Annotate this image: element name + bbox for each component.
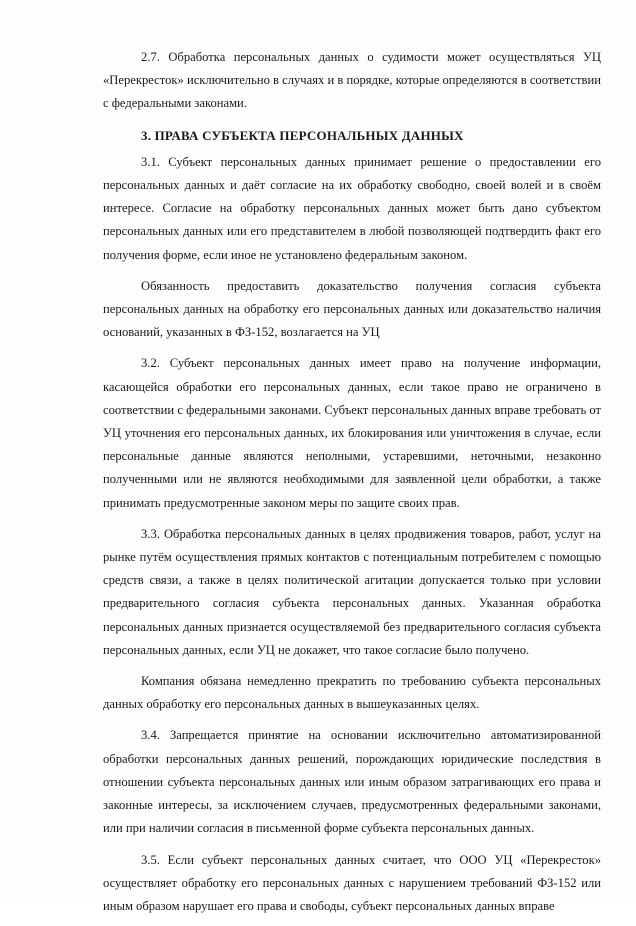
- paragraph-2-7: 2.7. Обработка персональных данных о судимости может осуществляться УЦ «Перекресток» исключительно в случаях и в порядке, которые определяются в соответствии с федеральными законами.: [103, 50, 601, 111]
- paragraph-3-4: 3.4. Запрещается принятие на основании исключительно автоматизированной обработки персональных данных решений, порождающих юридические последствия в отношении субъекта персональных данных или иным образом затрагивающих его права и законные интересы, за исключением случаев, предусмотренных федеральными законами, или при наличии согласия в письменной форме субъекта персональных данных.: [103, 728, 601, 836]
- document-body: [103, 46, 601, 926]
- paragraph-3-3: 3.3. Обработка персональных данных в целях продвижения товаров, работ, услуг на рынке путём осуществления прямых контактов с потенциальным потребителем с помощью средств связи, а также в целях политической агитации допускается только при условии предварительного согласия субъекта персональных данных. Указанная обработка персональных данных признается осуществляемой без предварительного согласия субъекта персональных данных, если УЦ не докажет, что такое согласие было получено.: [103, 526, 601, 657]
- paragraph-3-5: 3.5. Если субъект персональных данных считает, что ООО УЦ «Перекресток» осуществляет обработку его персональных данных с нарушением требований ФЗ-152 или иным образом нарушает его права и свободы, субъект персональных данных вправе: [103, 852, 601, 913]
- paragraph-3-1: 3.1. Субъект персональных данных принимает решение о предоставлении его персональных данных и даёт согласие на их обработку свободно, своей волей и в своём интересе. Согласие на обработку персональных данных может быть дано субъектом персональных данных или его представителем в любой позволяющей подтвердить факт его получения форме, если иное не установлено федеральным законом.: [103, 154, 601, 262]
- paragraph-3-3-b: Компания обязана немедленно прекратить по требованию субъекта персональных данных обработку его персональных данных в вышеуказанных целях.: [103, 674, 601, 712]
- section-3-heading: 3. ПРАВА СУБЪЕКТА ПЕРСОНАЛЬНЫХ ДАННЫХ: [141, 127, 464, 143]
- paragraph-3-2: 3.2. Субъект персональных данных имеет право на получение информации, касающейся обработки его персональных данных, если такое право не ограничено в соответствии с федеральными законами. Субъект персональных данных вправе требовать от УЦ уточнения его персональных данных, их блокирования или уничтожения в случае, если персональные данные являются неполными, устаревшими, неточными, незаконно полученными или не являются необходимыми для заявленной цели обработки, а также принимать предусмотренные законом меры по защите своих прав.: [103, 356, 601, 510]
- paragraph-3-1-b: Обязанность предоставить доказательство получения согласия субъекта персональных данных на обработку его персональных данных или доказательство наличия оснований, указанных в ФЗ-152, возлагается на УЦ: [103, 278, 601, 340]
